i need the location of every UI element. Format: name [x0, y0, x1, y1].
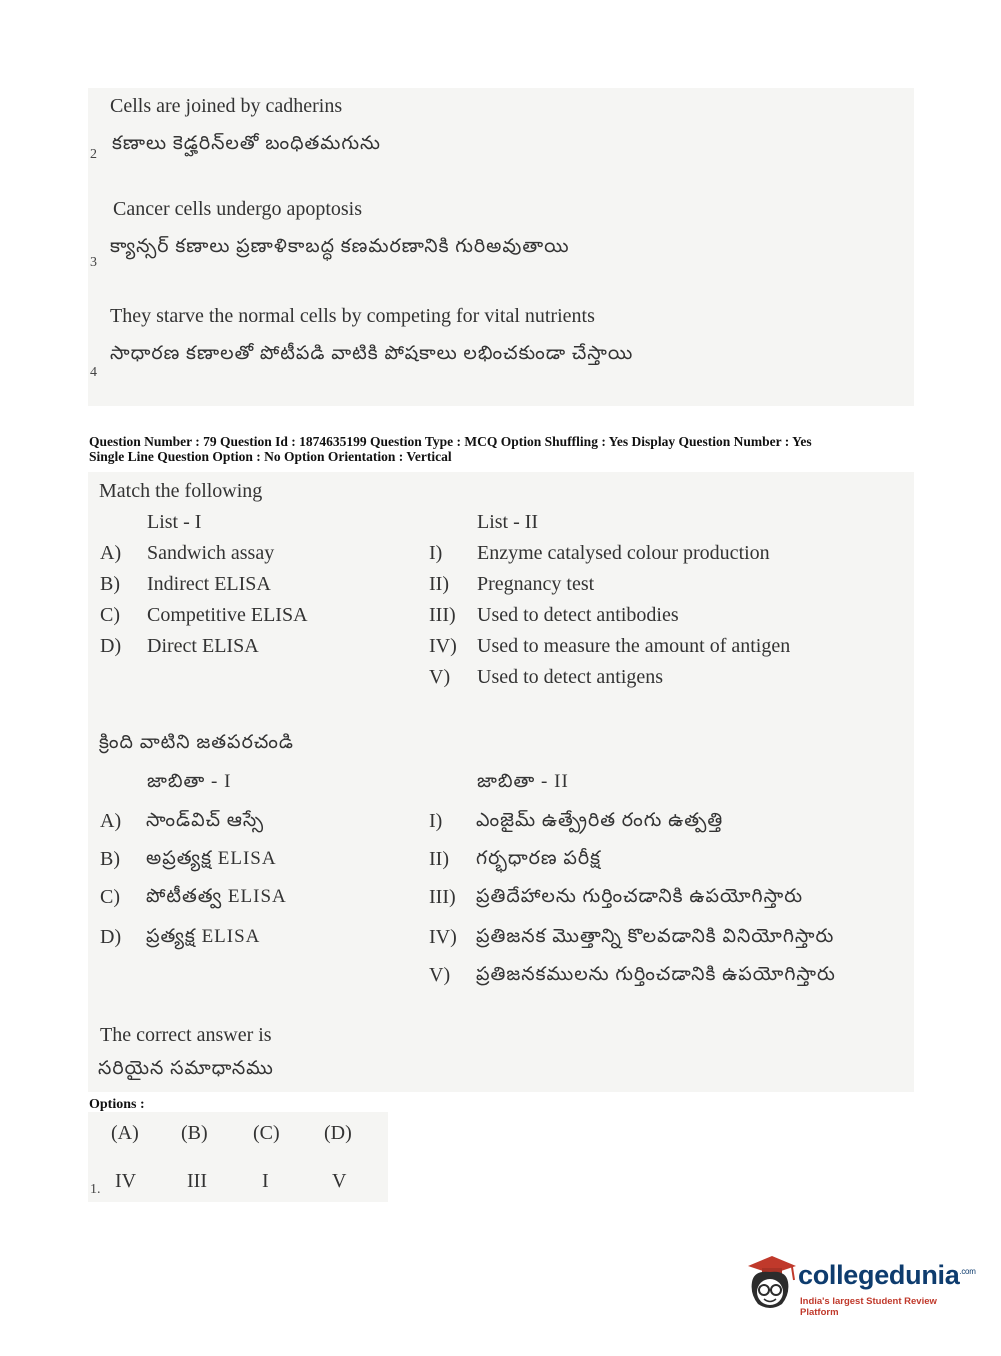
list1-item: ప్రత్యక్ష ELISA — [146, 926, 261, 947]
list1-item: సాండ్‌విచ్ ఆస్సే — [146, 810, 265, 831]
prev-option-3-number: 3 — [90, 255, 97, 270]
brand-name-text: collegedunia — [798, 1260, 960, 1290]
list2-numeral: II) — [429, 573, 449, 595]
question-meta-line-1: Question Number : 79 Question Id : 1874635199 Question Type : MCQ Option Shuffling : Yes Display Question Number : Yes — [89, 434, 812, 449]
answer-prompt-english: The correct answer is — [100, 1024, 272, 1046]
list1-item: పోటీతత్వ ELISA — [146, 886, 287, 907]
question-title-telugu: క్రింది వాటిని జతపరచండి — [99, 732, 294, 753]
option-1-value: I — [262, 1170, 269, 1192]
answer-prompt-telugu: సరియైన సమాధానము — [98, 1058, 274, 1079]
question-meta-line-2: Single Line Question Option : No Option Orientation : Vertical — [89, 449, 452, 464]
list2-item: ప్రతిదేహాలను గుర్తించడానికి ఉపయోగిస్తారు — [476, 886, 804, 907]
prev-option-4-telugu: సాధారణ కణాలతో పోటీపడి వాటికి పోషకాలు లభించకుండా చేస్తాయి — [110, 343, 634, 364]
list2-item: ప్రతిజనకములను గుర్తించడానికి ఉపయోగిస్తారు — [476, 964, 836, 985]
option-header: (D) — [324, 1122, 352, 1144]
list2-item: Used to measure the amount of antigen — [477, 635, 791, 657]
list1-letter: A) — [100, 810, 122, 832]
option-1-value: III — [187, 1170, 207, 1192]
list1-letter: B) — [100, 848, 120, 870]
option-header: (A) — [111, 1122, 139, 1144]
brand-tagline: India's largest Student Review Platform — [800, 1296, 937, 1318]
list2-numeral: V) — [429, 666, 451, 688]
list2-item: గర్భధారణ పరీక్ష — [476, 848, 602, 869]
option-1-value: IV — [115, 1170, 137, 1192]
prev-option-4-english: They starve the normal cells by competing for vital nutrients — [110, 305, 595, 327]
prev-option-3-english: Cancer cells undergo apoptosis — [113, 198, 363, 220]
list1-letter: D) — [100, 926, 122, 948]
prev-option-3-telugu: క్యాన్సర్ కణాలు ప్రణాళికాబద్ధ కణమరణానికి గురిఅవుతాయి — [110, 236, 570, 257]
brand-suffix: .com — [959, 1267, 976, 1276]
brand-name — [798, 1260, 976, 1291]
list2-header-telugu: జాబితా - II — [477, 771, 569, 792]
option-header: (B) — [181, 1122, 208, 1144]
list2-numeral: II) — [429, 848, 449, 870]
prev-option-2-telugu: కణాలు కెడ్హరిన్‌లతో బంధితమగును — [112, 133, 381, 154]
list2-item: Used to detect antibodies — [477, 604, 679, 626]
list2-header-english: List - II — [477, 511, 539, 533]
list2-numeral: III) — [429, 604, 456, 626]
prev-option-2-english: Cells are joined by cadherins — [110, 95, 343, 117]
list1-letter: A) — [100, 542, 122, 564]
options-label: Options : — [89, 1097, 145, 1112]
list1-letter: B) — [100, 573, 120, 595]
list2-item: Used to detect antigens — [477, 666, 664, 688]
list2-numeral: IV) — [429, 635, 457, 657]
list1-letter: C) — [100, 886, 120, 908]
list1-item: Direct ELISA — [147, 635, 259, 657]
prev-option-2-number: 2 — [90, 147, 97, 162]
option-1-number: 1. — [90, 1182, 101, 1197]
mascot-icon — [742, 1252, 798, 1324]
list1-letter: D) — [100, 635, 122, 657]
list2-numeral: III) — [429, 886, 456, 908]
list1-item: Indirect ELISA — [147, 573, 271, 595]
list2-numeral: I) — [429, 810, 443, 832]
list2-numeral: IV) — [429, 926, 457, 948]
list2-numeral: I) — [429, 542, 443, 564]
list1-item: అప్రత్యక్ష ELISA — [146, 848, 277, 869]
list2-item: Enzyme catalysed colour production — [477, 542, 770, 564]
list1-letter: C) — [100, 604, 120, 626]
list1-header-telugu: జాబితా - I — [147, 771, 232, 792]
list2-item: ఎంజైమ్ ఉత్ప్రేరిత రంగు ఉత్పత్తి — [476, 810, 724, 831]
option-1-value: V — [332, 1170, 347, 1192]
collegedunia-logo[interactable] — [742, 1252, 976, 1324]
list2-numeral: V) — [429, 964, 451, 986]
list1-item: Competitive ELISA — [147, 604, 308, 626]
list2-item: Pregnancy test — [477, 573, 595, 595]
option-header: (C) — [253, 1122, 280, 1144]
prev-option-4-number: 4 — [90, 365, 97, 380]
question-title-english: Match the following — [99, 480, 263, 502]
list1-item: Sandwich assay — [147, 542, 275, 564]
list1-header-english: List - I — [147, 511, 202, 533]
list2-item: ప్రతిజనక మొత్తాన్ని కొలవడానికి వినియోగిస్తారు — [476, 926, 835, 947]
